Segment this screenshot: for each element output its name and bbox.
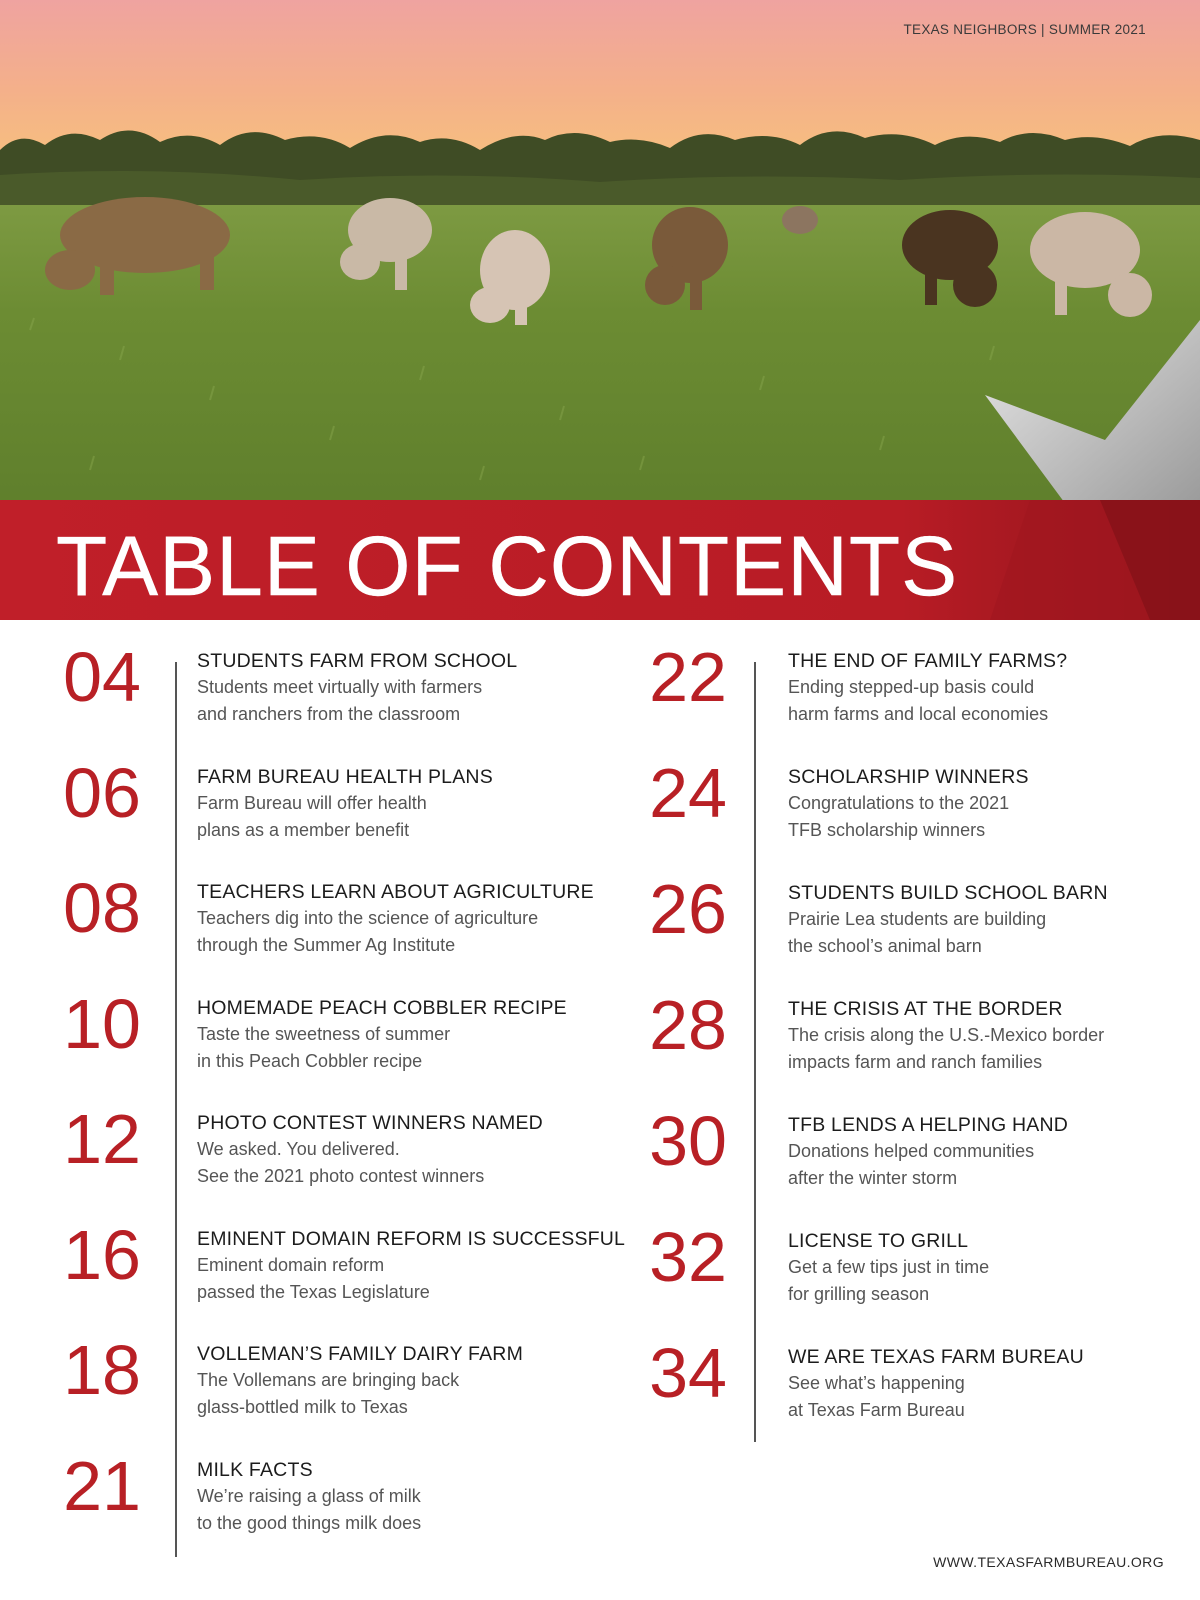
toc-description-line: Ending stepped-up basis could (788, 677, 1035, 697)
toc-title: VOLLEMAN’S FAMILY DAIRY FARM (197, 1343, 524, 1365)
toc-description-line: at Texas Farm Bureau (788, 1400, 965, 1420)
toc-description-line: We asked. You delivered. (197, 1139, 400, 1159)
toc-title: THE CRISIS AT THE BORDER (788, 998, 1063, 1020)
toc-description-line: glass-bottled milk to Texas (197, 1397, 408, 1417)
toc-description-line: Students meet virtually with farmers (197, 677, 483, 697)
toc-description-line: The Vollemans are bringing back (197, 1370, 460, 1390)
toc-page-number: 32 (649, 1218, 727, 1296)
toc-description-line: Teachers dig into the science of agriculture (197, 908, 539, 928)
toc-page-number: 16 (63, 1215, 141, 1294)
toc-title: FARM BUREAU HEALTH PLANS (197, 765, 493, 788)
toc-text (788, 880, 1108, 960)
toc-description-line: through the Summer Ag Institute (197, 935, 456, 955)
toc-description-line: Prairie Lea students are building (788, 909, 1047, 929)
toc-description-line: to the good things milk does (197, 1512, 422, 1533)
toc-description-line: in this Peach Cobbler recipe (197, 1050, 423, 1071)
toc-title: TEACHERS LEARN ABOUT AGRICULTURE (197, 881, 594, 903)
toc-page-number: 04 (63, 638, 141, 716)
toc-entry[interactable] (0, 1334, 1200, 1454)
toc-description-line: impacts farm and ranch families (788, 1052, 1043, 1072)
toc-entry[interactable] (0, 986, 1200, 1106)
toc-page-number: 28 (649, 986, 727, 1064)
toc-description-line: Donations helped communities (788, 1141, 1035, 1161)
toc-entry[interactable] (0, 754, 1200, 874)
toc-description-line: Congratulations to the 2021 (788, 793, 1010, 813)
toc-page-number: 08 (63, 869, 141, 947)
toc-title: EMINENT DOMAIN REFORM IS SUCCESSFUL (197, 1227, 626, 1250)
toc-text (788, 1344, 1084, 1424)
toc-page-number: 06 (63, 753, 141, 832)
toc-text (788, 764, 1029, 844)
toc-text (788, 996, 1104, 1076)
toc-page-number: 26 (649, 870, 727, 948)
toc-description-line: the school’s animal barn (788, 936, 982, 956)
toc-title: TFB LENDS A HELPING HAND (788, 1114, 1069, 1136)
toc-description-line: We’re raising a glass of milk (197, 1485, 421, 1506)
page-title: TABLE OF CONTENTS (56, 519, 959, 613)
toc-title: STUDENTS BUILD SCHOOL BARN (788, 882, 1108, 904)
toc-description-line: and ranchers from the classroom (197, 704, 461, 724)
toc-title: STUDENTS FARM FROM SCHOOL (197, 650, 518, 672)
toc-description-line: for grilling season (788, 1284, 930, 1304)
toc-entry[interactable] (0, 1218, 1200, 1338)
toc-title: HOMEMADE PEACH COBBLER RECIPE (197, 996, 567, 1019)
toc-text (788, 648, 1067, 728)
toc-page-number: 30 (649, 1102, 727, 1180)
toc-entry[interactable] (0, 870, 1200, 990)
toc-description-line: The crisis along the U.S.-Mexico border (788, 1025, 1105, 1045)
toc-title: PHOTO CONTEST WINNERS NAMED (197, 1112, 543, 1134)
toc-title: WE ARE TEXAS FARM BUREAU (788, 1346, 1084, 1368)
toc-description-line: passed the Texas Legislature (197, 1281, 430, 1302)
toc-text (788, 1228, 989, 1308)
hero-photo (0, 0, 1200, 510)
toc-entry[interactable] (0, 1446, 1200, 1567)
toc-description-line: See the 2021 photo contest winners (197, 1166, 485, 1186)
toc-title: THE END OF FAMILY FARMS? (788, 650, 1068, 672)
toc-description-line: Eminent domain reform (197, 1254, 385, 1275)
toc-entry[interactable] (0, 1102, 1200, 1222)
toc-description-line: Taste the sweetness of summer (197, 1023, 451, 1044)
toc-page-number: 21 (63, 1446, 141, 1525)
website-url: WWW.TEXASFARMBUREAU.ORG (933, 1554, 1164, 1570)
toc-page-number: 18 (63, 1331, 141, 1409)
cattle-grazing-photo (0, 0, 1200, 510)
toc-page-number: 12 (63, 1100, 141, 1178)
toc-page-number: 34 (649, 1334, 727, 1412)
toc-title: SCHOLARSHIP WINNERS (788, 766, 1029, 788)
toc-text (788, 1112, 1068, 1192)
toc-description-line: harm farms and local economies (788, 704, 1049, 724)
toc-text (197, 1457, 421, 1537)
toc-description-line: Get a few tips just in time (788, 1257, 990, 1277)
toc-description-line: after the winter storm (788, 1168, 958, 1188)
toc-page-number: 24 (649, 754, 727, 832)
toc-page-number: 10 (63, 984, 141, 1063)
toc-title: LICENSE TO GRILL (788, 1230, 969, 1252)
toc-description-line: See what’s happening (788, 1373, 965, 1393)
toc-entry[interactable] (0, 638, 1200, 758)
toc-description-line: Farm Bureau will offer health (197, 792, 427, 813)
issue-line: TEXAS NEIGHBORS | SUMMER 2021 (903, 22, 1146, 37)
toc-title: MILK FACTS (197, 1458, 313, 1481)
toc-description-line: plans as a member benefit (197, 819, 410, 840)
toc-description-line: TFB scholarship winners (788, 820, 986, 840)
toc-page-number: 22 (649, 638, 727, 716)
